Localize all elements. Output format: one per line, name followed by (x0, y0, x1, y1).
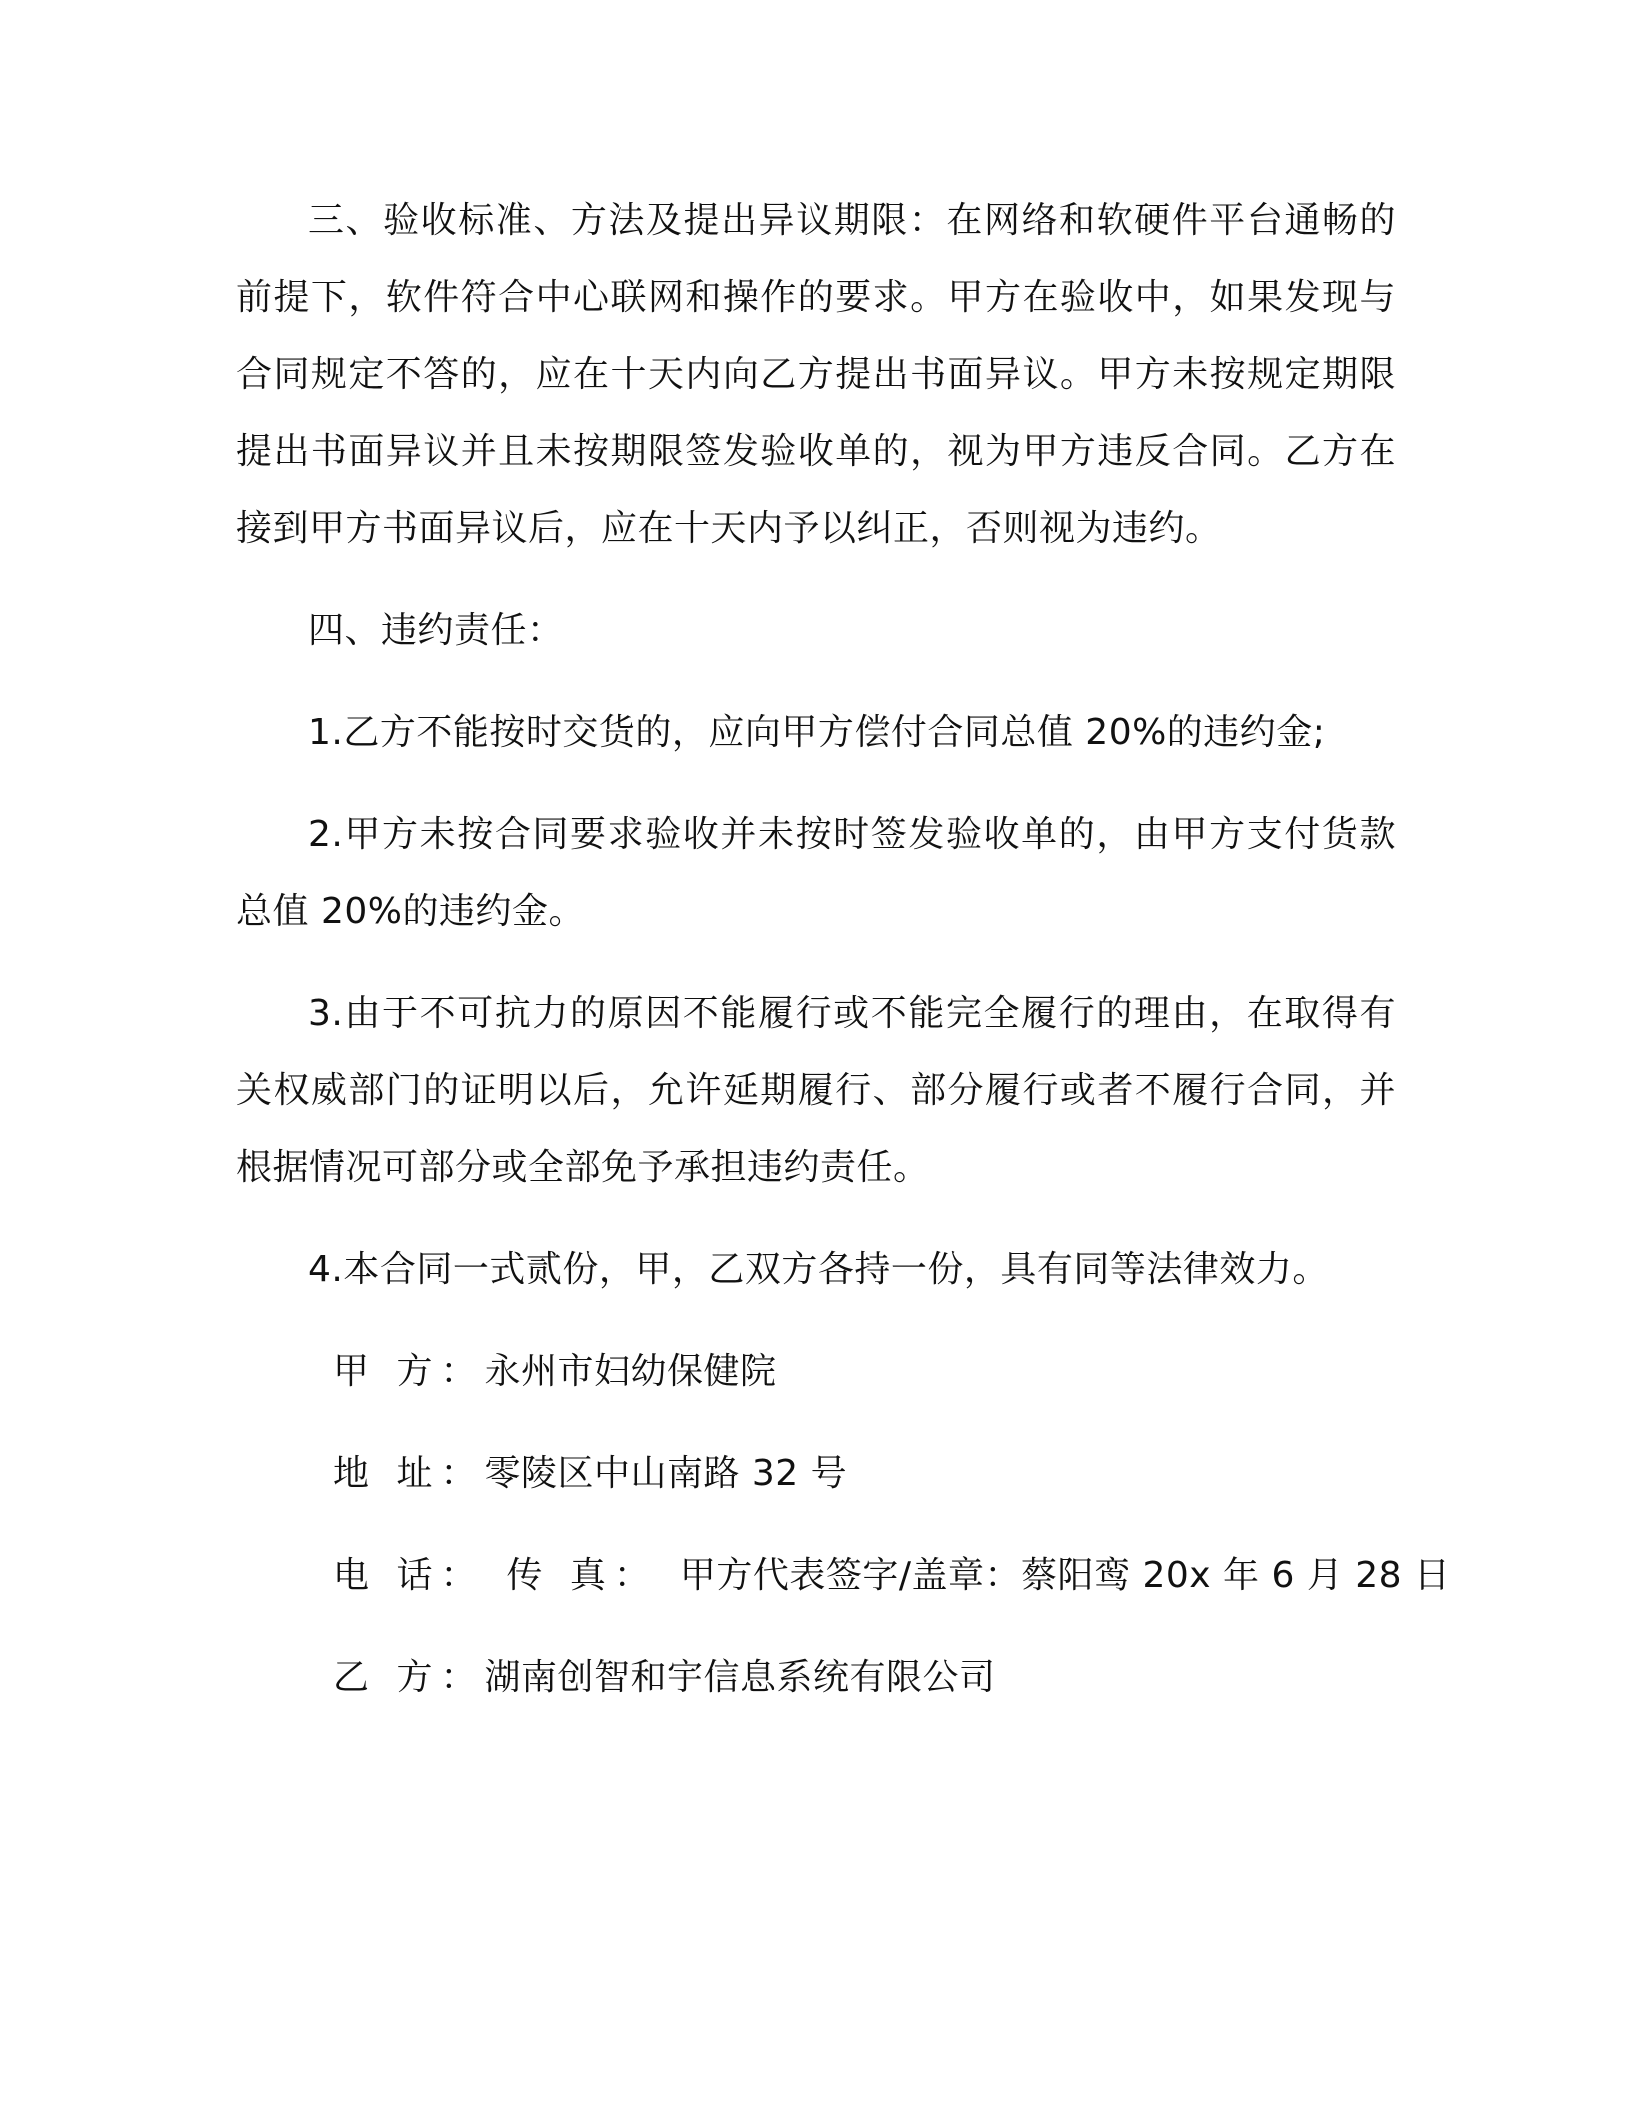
clause-4: 4.本合同一式贰份，甲，乙双方各持一份，具有同等法律效力。 (308, 1249, 1329, 1290)
party-a-line (236, 1333, 1396, 1410)
party-b-label: 乙 方： (333, 1657, 485, 1698)
fax-label: 传 真： (506, 1555, 658, 1596)
party-a-label: 甲 方： (333, 1351, 485, 1392)
clause-3: 3.由于不可抗力的原因不能履行或不能完全履行的理由，在取得有关权威部门的证明以后，允许延期履行、部分履行或者不履行合同，并根据情况可部分或全部免予承担违约责任。 (236, 993, 1396, 1188)
phone-label: 电 话： (333, 1555, 485, 1596)
address-line (236, 1435, 1396, 1512)
signature-label: 甲方代表签字/盖章： (679, 1555, 1022, 1596)
party-a-value: 永州市妇幼保健院 (484, 1351, 777, 1392)
section-4-heading: 四、违约责任： (308, 610, 564, 651)
signature-value: 蔡阳鸾 20x 年 6 月 28 日 (1021, 1555, 1451, 1596)
address-value: 零陵区中山南路 32 号 (484, 1453, 848, 1494)
party-b-line (236, 1639, 1396, 1716)
party-b-value: 湖南创智和宇信息系统有限公司 (484, 1657, 996, 1698)
contact-line (236, 1537, 1451, 1614)
clause-1: 1.乙方不能按时交货的，应向甲方偿付合同总值 20%的违约金; (308, 712, 1326, 753)
section-3-acceptance: 三、验收标准、方法及提出异议期限：在网络和软硬件平台通畅的前提下，软件符合中心联网和操作的要求。甲方在验收中，如果发现与合同规定不答的，应在十天内向乙方提出书面异议。甲方未按规定期限提出书面异议并且未按期限签发验收单的，视为甲方违反合同。乙方在接到甲方书面异议后，应在十天内予以纠正，否则视为违约。 (236, 200, 1396, 549)
document-body (236, 182, 1451, 1741)
clause-2: 2.甲方未按合同要求验收并未按时签发验收单的，由甲方支付货款总值 20%的违约金。 (236, 814, 1396, 932)
address-label: 地 址： (333, 1453, 485, 1494)
